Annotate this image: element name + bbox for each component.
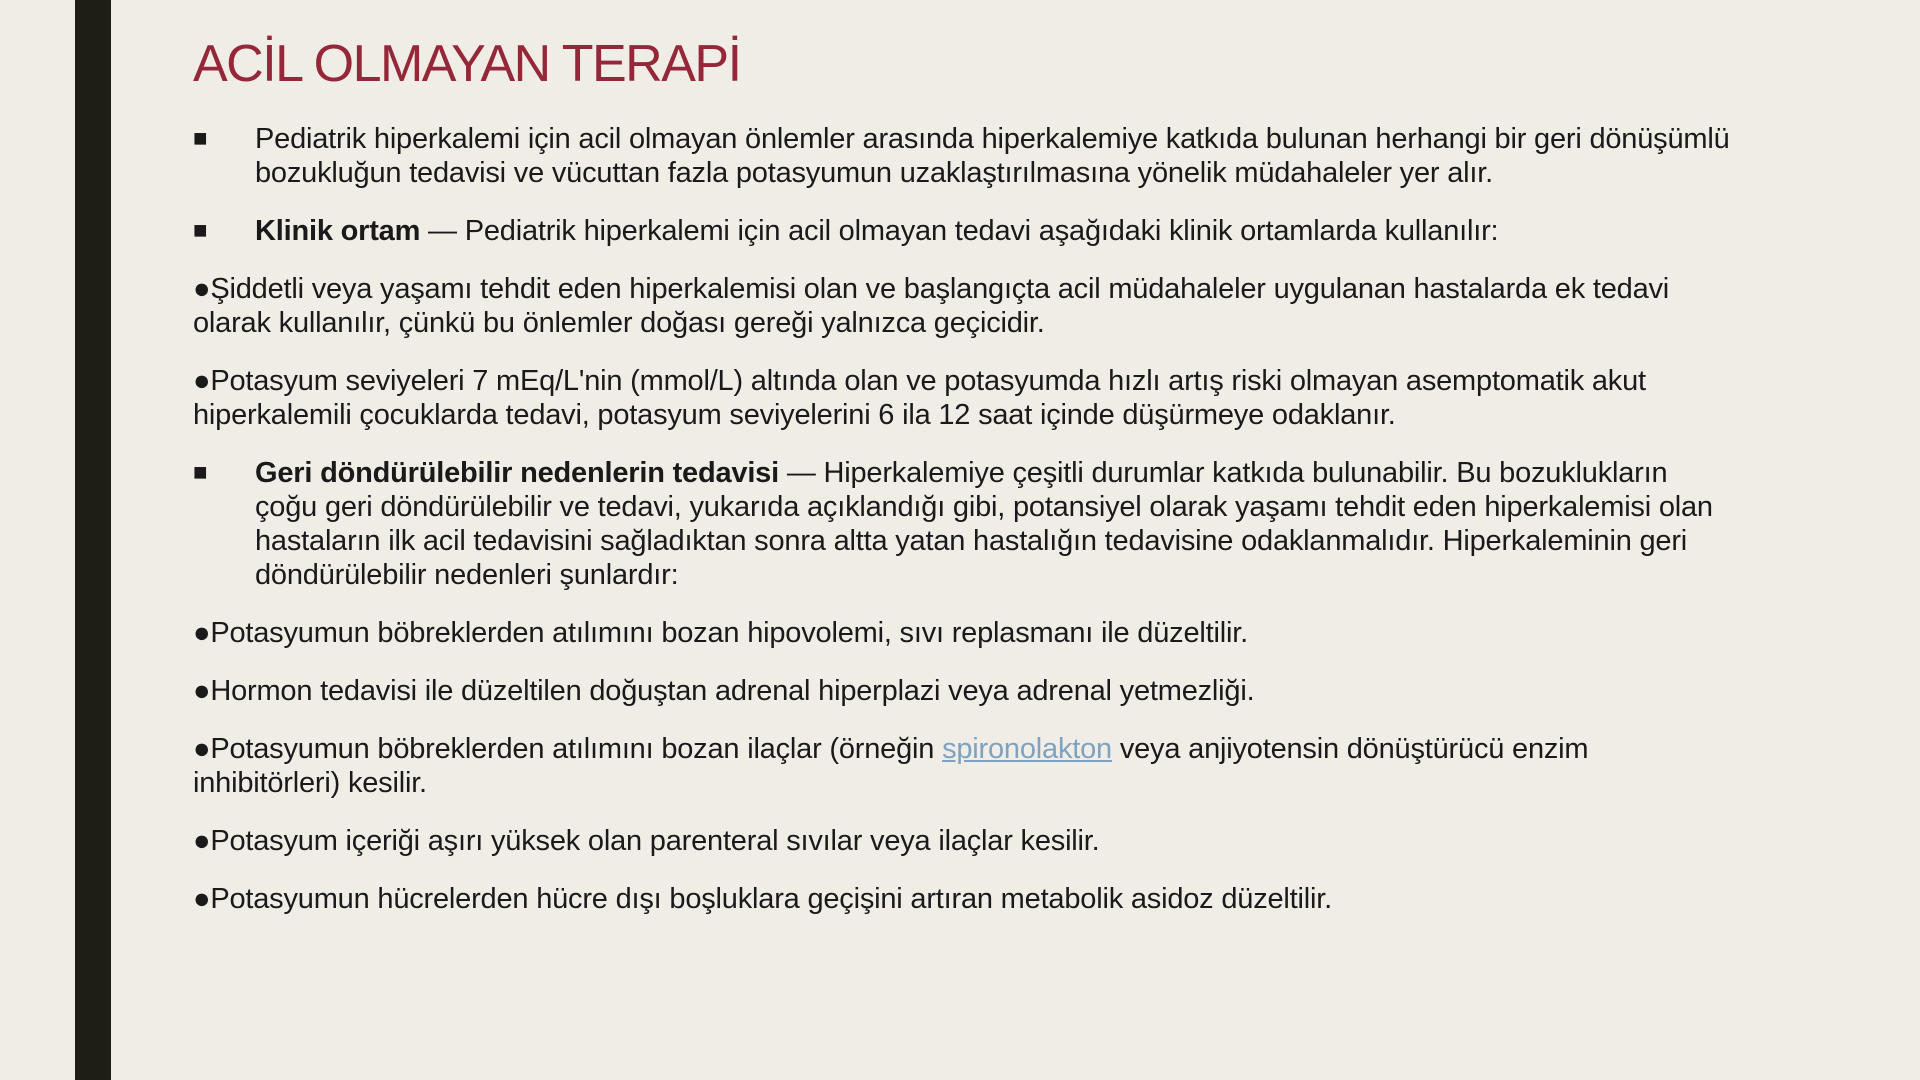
dot-item-adjunct-therapy	[193, 272, 1733, 340]
dot-item-text: veya anjiyotensin dönüştürücü enzim inhibitörleri) kesilir.	[193, 733, 1589, 799]
slide-body	[193, 122, 1733, 940]
dot-bullet-icon: ●	[193, 617, 211, 649]
bullet-reversible-causes	[193, 456, 1733, 592]
dot-item-text: Potasyumun böbreklerden atılımını bozan ilaçlar (örneğin	[210, 733, 943, 765]
dot-bullet-icon: ●	[193, 883, 211, 915]
dot-item-asymptomatic	[193, 364, 1733, 432]
dot-bullet-icon: ●	[193, 825, 211, 857]
dot-item-text: Potasyum seviyeleri 7 mEq/L'nin (mmol/L) altında olan ve potasyumda hızlı artış riski olmayan asemptomatik akut hiperkalemili çocuklarda tedavi, potasyum seviyelerini 6 ila 12 saat içinde düşürmeye odaklanır.	[193, 365, 1646, 431]
bullet-heading: Klinik ortam	[255, 215, 421, 247]
dot-item-text: Potasyumun böbreklerden atılımını bozan hipovolemi, sıvı replasmanı ile düzeltilir.	[210, 617, 1248, 649]
bullet-intro	[193, 122, 1733, 190]
dot-bullet-icon: ●	[193, 733, 211, 765]
spironolakton-link[interactable]: spironolakton	[942, 733, 1112, 765]
dot-bullet-icon: ●	[193, 675, 211, 707]
dot-bullet-icon: ●	[193, 273, 211, 305]
dot-item-text: Potasyum içeriği aşırı yüksek olan parenteral sıvılar veya ilaçlar kesilir.	[210, 825, 1100, 857]
slide-title: ACİL OLMAYAN TERAPİ	[193, 35, 741, 93]
bullet-text: — Hiperkalemiye çeşitli durumlar katkıda bulunabilir. Bu bozuklukların çoğu geri döndürülebilir ve tedavi, yukarıda açıklandığı gibi, potansiyel olarak yaşamı tehdit eden hiperkalemisi olan hastaların ilk acil tedavisini sağladıktan sonra altta yatan hastalığın tedavisine odaklanmalıdır. Hiperkaleminin geri döndürülebilir nedenleri şunlardır:	[255, 457, 1713, 591]
dot-item-text: Hormon tedavisi ile düzeltilen doğuştan adrenal hiperplazi veya adrenal yetmezliği.	[210, 675, 1255, 707]
square-bullet-icon: ■	[193, 217, 208, 244]
dot-item-text: Şiddetli veya yaşamı tehdit eden hiperkalemisi olan ve başlangıçta acil müdahaleler uygulanan hastalarda ek tedavi olarak kullanılır, çünkü bu önlemler doğası gereği yalnızca geçicidir.	[193, 273, 1670, 339]
bullet-clinical-setting	[193, 214, 1733, 248]
square-bullet-icon: ■	[193, 459, 208, 486]
dot-item-hypovolemia	[193, 616, 1733, 650]
dot-item-text: Potasyumun hücrelerden hücre dışı boşluklara geçişini artıran metabolik asidoz düzeltilir.	[210, 883, 1332, 915]
bullet-text: Pediatrik hiperkalemi için acil olmayan önlemler arasında hiperkalemiye katkıda bulunan herhangi bir geri dönüşümlü bozukluğun tedavisi ve vücuttan fazla potasyumun uzaklaştırılmasına yönelik müdahaleler yer alır.	[255, 123, 1730, 189]
square-bullet-icon: ■	[193, 125, 208, 152]
dot-item-acidosis	[193, 882, 1733, 916]
dot-item-medications	[193, 732, 1733, 800]
bullet-heading: Geri döndürülebilir nedenlerin tedavisi	[255, 457, 779, 489]
bullet-text: — Pediatrik hiperkalemi için acil olmayan tedavi aşağıdaki klinik ortamlarda kullanılır:	[420, 215, 1499, 247]
left-accent-bar	[75, 0, 111, 1080]
dot-bullet-icon: ●	[193, 365, 211, 397]
dot-item-adrenal	[193, 674, 1733, 708]
dot-item-parenteral	[193, 824, 1733, 858]
